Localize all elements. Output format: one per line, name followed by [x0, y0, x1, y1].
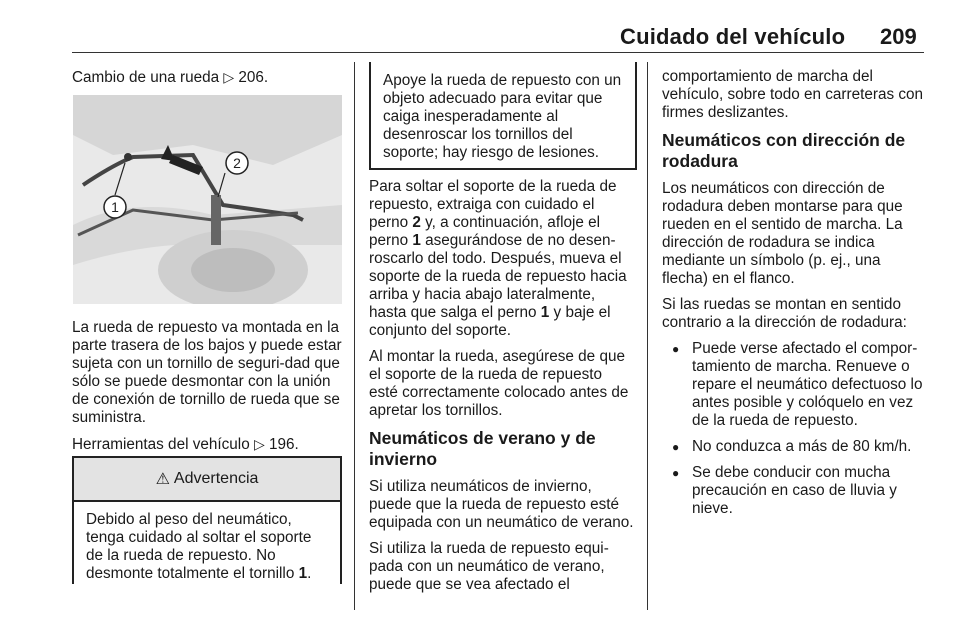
spare-wheel-paragraph: La rueda de repuesto va montada en la parte trasera de los bajos y puede estar sujeta con un tornillo de seguri-dad que sólo se puede desmontar con la unión de conexión de tornillo de rueda que se suministra. — [72, 319, 342, 426]
warning-box — [72, 456, 342, 584]
svg-text:2: 2 — [233, 155, 241, 171]
column-1 — [72, 68, 344, 95]
warning-triangle-icon: ⚠ — [155, 471, 170, 488]
intro-line: Cambio de una rueda ▷ 206. — [72, 69, 269, 86]
list-item: ● Puede verse afectado el compor-tamiento de marcha. Renueve o repare el neumático defectuoso lo antes posible y colóquelo en vez de la rueda de repuesto. — [662, 340, 927, 430]
callout-1 — [104, 196, 126, 218]
winter-tyre-paragraph: Si utiliza neumáticos de invierno, puede que la rueda de repuesto esté equipada con un neumático de verano. — [369, 478, 634, 531]
tools-reference: Herramientas del vehículo ▷ 196. — [72, 436, 299, 453]
page-number: 209 — [880, 24, 917, 49]
column-3 — [662, 68, 927, 526]
spare-wheel-drawing — [73, 95, 342, 304]
page-reference-icon: ▷ — [253, 436, 265, 452]
svg-text:1: 1 — [111, 199, 119, 215]
heading-directional-tyres: Neumáticos con dirección de rodadura — [662, 130, 906, 171]
warning-text: Debido al peso del neumático, tenga cuidado al soltar el soporte de la rueda de repuesto. No desmonte totalmente el tornillo 1. — [86, 511, 312, 582]
list-item: ● Se debe conducir con mucha precaución en caso de lluvia y nieve. — [662, 464, 927, 518]
list-item: ● No conduzca a más de 80 km/h. — [662, 438, 927, 456]
column-2 — [369, 178, 635, 602]
summer-tyre-paragraph: Si utiliza la rueda de repuesto equi-pada con un neumático de verano, puede que se vea afectado el — [369, 540, 609, 593]
callout-2 — [226, 152, 248, 174]
caution-note-box — [369, 62, 637, 170]
column-divider-2 — [647, 62, 648, 610]
heading-summer-winter-tyres: Neumáticos de verano y de invierno — [369, 428, 596, 469]
continued-paragraph: comportamiento de marcha del vehículo, sobre todo en carreteras con firmes deslizantes. — [662, 68, 924, 121]
warning-header: ⚠ Advertencia — [74, 456, 340, 502]
directional-tyres-paragraph: Los neumáticos con dirección de rodadura deben montarse para que rueden en el sentido de marcha. La dirección de rodadura se indica mediante un símbolo (p. ej., una flecha) en el flanco. — [662, 180, 903, 287]
header-rule — [72, 52, 924, 53]
column-divider-1 — [354, 62, 355, 610]
page-header-title: Cuidado del vehículo — [620, 24, 846, 49]
wrong-direction-paragraph: Si las ruedas se montan en sentido contrario a la dirección de rodadura: — [662, 296, 907, 331]
spare-wheel-illustration — [73, 95, 342, 304]
column-1-body — [72, 319, 344, 462]
warning-bullet-list — [662, 340, 927, 518]
mounting-instructions: Al montar la rueda, asegúrese de que el soporte de la rueda de repuesto esté correctamente colocado antes de apretar los tornillos. — [369, 348, 629, 419]
removal-instructions: Para soltar el soporte de la rueda de repuesto, extraiga con cuidado el perno 2 y, a continuación, afloje el perno 1 asegurándose de no desen-roscarlo del todo. Después, mueva el soporte de la rueda de repuesto hacia arriba y hacia abajo lateralmente, hasta que salga el perno 1 y baje el conjunto del soporte. — [369, 178, 627, 339]
page-reference-icon: ▷ — [223, 69, 235, 85]
caution-note-text: Apoye la rueda de repuesto con un objeto adecuado para evitar que caiga inesperadamente al desenroscar los tornillos del soporte; hay riesgo de lesiones. — [383, 72, 622, 161]
